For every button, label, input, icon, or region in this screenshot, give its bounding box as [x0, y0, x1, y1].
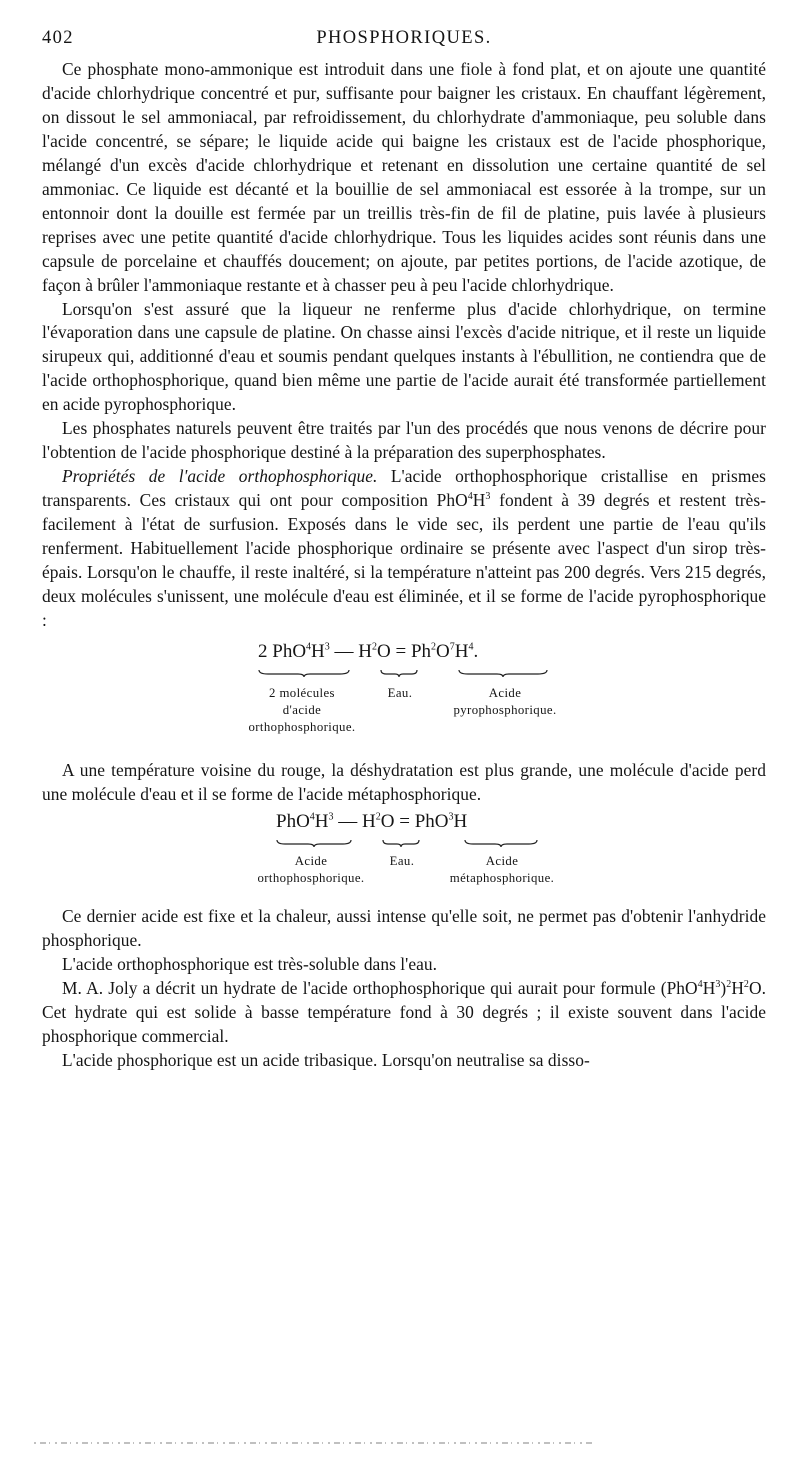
paragraph-6: Ce dernier acide est fixe et la chaleur, aussi intense qu'elle soit, ne permet pas d'obtenir l'anhydride phosphorique. — [42, 905, 766, 950]
book-page — [42, 22, 766, 1072]
paragraph-2: Lorsqu'on s'est assuré que la liqueur ne renferme plus d'acide chlorhydrique, on termine l'évaporation dans une capsule de platine. On chasse ainsi l'excès d'acide nitrique, et il reste un liquide sirupeux qui, additionné d'eau et soumis pendant quelques instants à l'ébullition, ne contiendra que de l'acide orthophosphorique, quand bien même une partie de l'acide aurait été transformée partiellement en acide pyrophosphorique. — [42, 298, 766, 415]
page-number: 402 — [42, 28, 74, 48]
equation-1-label-water: Eau. — [387, 685, 413, 700]
equation-pyrophosphoric — [42, 633, 766, 759]
p4-text-c: fondent à 39 degrés et restent très-facilement à l'état de surfusion. Exposés dans le vide sec, ils perdent une partie de l'eau qu'ils renferment. Habituellement l'acide phosphorique ordinaire se présente avec l'aspect d'un sirop très-épais. Lorsqu'on le chauffe, il reste inaltéré, si la température n'atteint pas 200 degrés. Vers 215 degrés, deux molécules s'unissent, une molécule d'eau est éliminée, et il se forme de l'acide pyrophosphorique : — [42, 490, 766, 630]
paragraph-7: L'acide orthophosphorique est très-soluble dans l'eau. — [62, 953, 438, 974]
running-title: PHOSPHORIQUES. — [316, 28, 492, 48]
equation-1-label-ortho: 2 molécules d'acide orthophosphorique. — [248, 685, 356, 734]
scan-noise-line — [34, 1440, 594, 1446]
p4-text-a: L'acide orthophosphorique cristallise en prismes transparents. Ces cristaux qui ont pour composition PhO — [42, 466, 766, 511]
p4-text-b: H — [472, 490, 486, 511]
brace-icon — [258, 669, 350, 677]
paragraph-5: A une température voisine du rouge, la déshydratation est plus grande, une molécule d'acide perd une molécule d'eau et il se forme de l'acide métaphosphorique. — [42, 759, 766, 804]
equation-2-label-meta: Acide métaphosphorique. — [449, 853, 555, 885]
brace-icon — [380, 669, 418, 677]
p4-sup-1: 4 — [467, 491, 473, 503]
paragraph-8: M. A. Joly a décrit un hydrate de l'acide orthophosphorique qui aurait pour formule $(PhO^4H^3)^2H^2O$. Cet hydrate qui est solide à basse température fond à 30 degrés ; il existe souvent dans l'acide phosphorique commercial. — [42, 977, 766, 1046]
brace-icon — [276, 839, 352, 847]
equation-1-formula: 2 $PhO^4H^3$ — $H^2O = Ph^2O^7H^4$. — [258, 640, 479, 662]
brace-icon — [464, 839, 538, 847]
section-heading: Propriétés de l'acide orthophosphorique. — [62, 466, 378, 487]
equation-metaphosphoric — [42, 807, 766, 905]
brace-icon — [458, 669, 548, 677]
p4-sup-2: 3 — [485, 491, 491, 503]
paragraph-1: Ce phosphate mono-ammonique est introduit dans une fiole à fond plat, et on ajoute une quantité d'acide chlorhydrique concentré et pur, suffisante pour baigner les cristaux. En chauffant légèrement, on dissout le sel ammoniacal, par refroidissement, du chlorhydrate d'ammoniaque, peu soluble dans l'acide concentré, se sépare; le liquide acide qui baigne les cristaux est de l'acide phosphorique, mélangé d'un excès d'acide chlorhydrique et retenant en dissolution une certaine quantité de sel ammoniac. Ce liquide est décanté et la bouillie de sel ammoniacal est essorée à la trompe, sur un entonnoir dont la douille est fermée par un treillis très-fin de fil de platine, puis lavée à plusieurs reprises avec une petite quantité d'acide chlorhydrique. Tous les liquides acides sont réunis dans une capsule de porcelaine et chauffés doucement; on ajoute, par petites portions, de l'acide azotique, de façon à brûler l'ammoniaque restante et à chasser peu à peu l'acide chlorhydrique. — [42, 59, 766, 295]
page-header — [42, 22, 766, 58]
equation-2-label-water: Eau. — [389, 853, 415, 868]
equation-2-label-ortho: Acide orthophosphorique. — [257, 853, 365, 885]
brace-icon — [382, 839, 420, 847]
paragraph-9: L'acide phosphorique est un acide tribasique. Lorsqu'on neutralise sa disso- — [62, 1049, 590, 1070]
equation-1-label-pyro: Acide pyrophosphorique. — [453, 685, 557, 717]
paragraph-4 — [42, 465, 766, 633]
equation-2-formula: $PhO^4H^3$ — $H^2O = PhO^3H$ — [276, 810, 468, 832]
paragraph-3: Les phosphates naturels peuvent être traités par l'un des procédés que nous venons de décrire pour l'obtention de l'acide phosphorique destiné à la préparation des superphosphates. — [42, 418, 766, 463]
